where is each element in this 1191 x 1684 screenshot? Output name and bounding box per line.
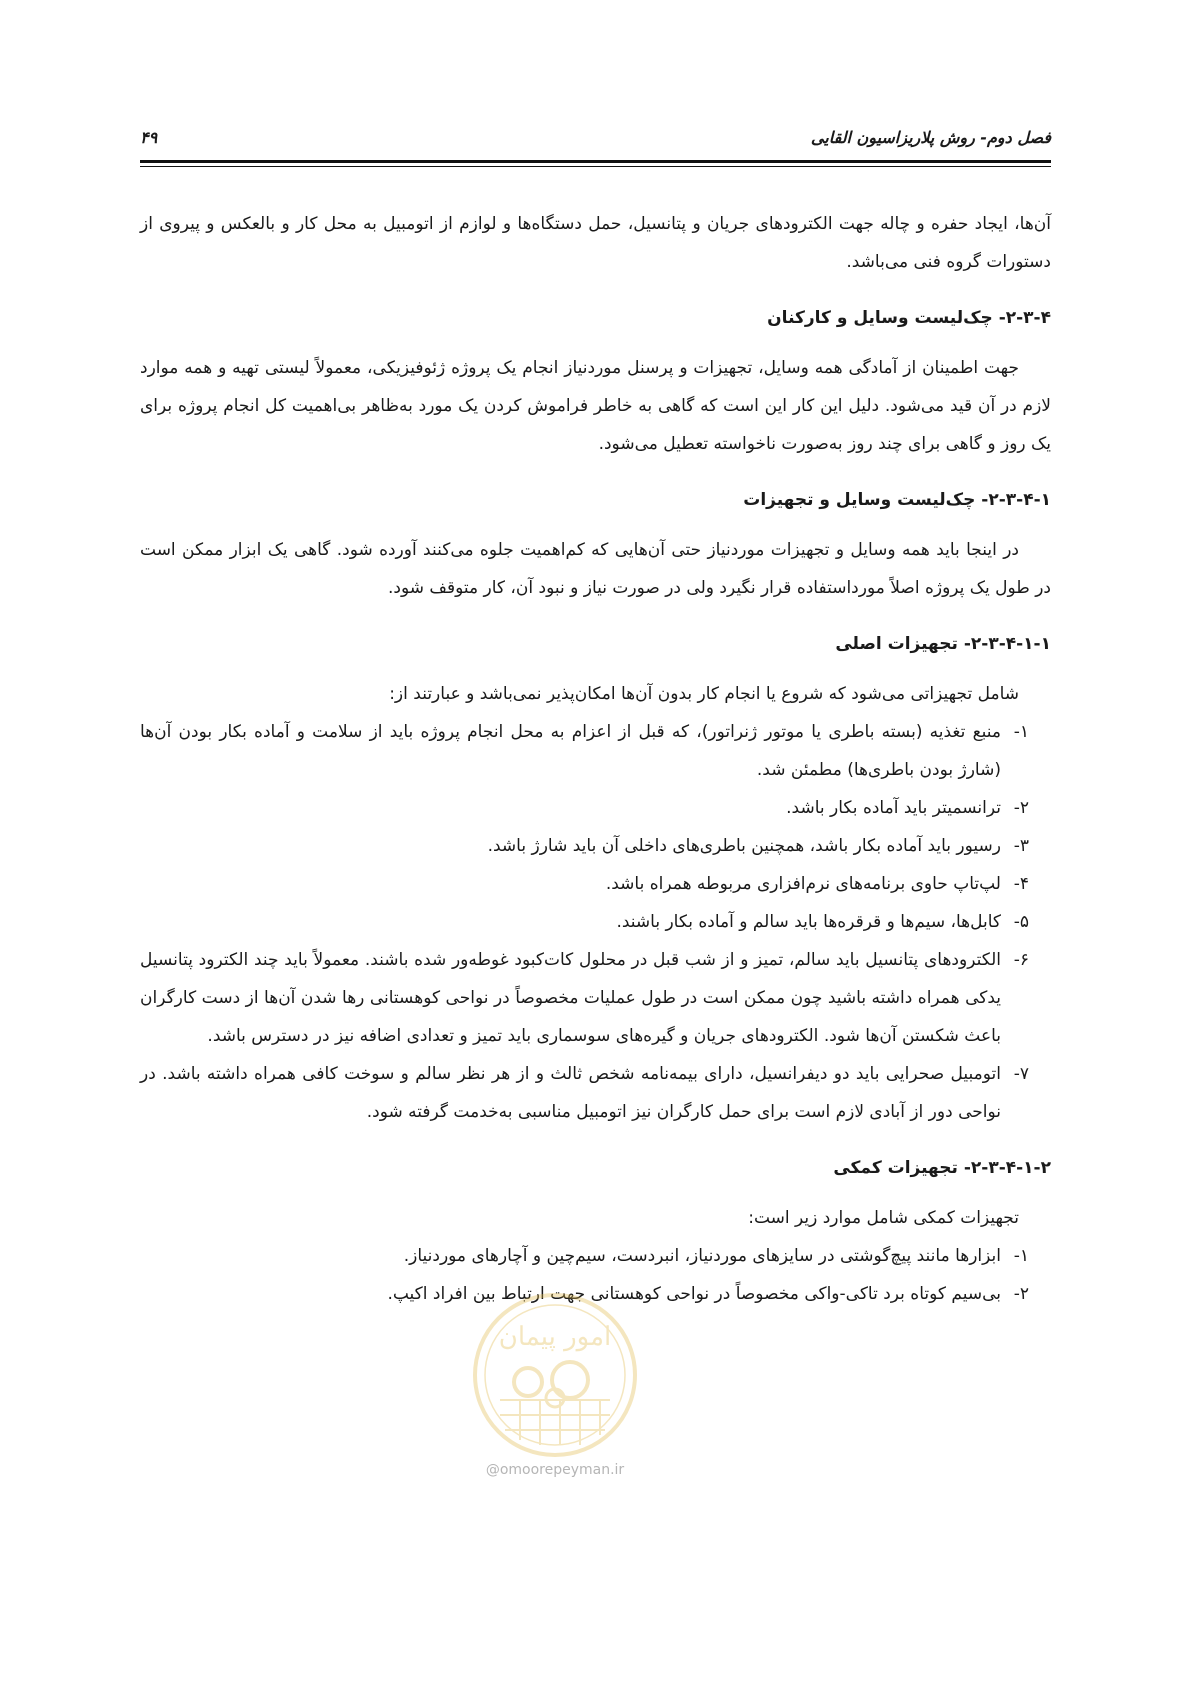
list-text: کابل‌ها، سیم‌ها و قرقره‌ها باید سالم و آماده بکار باشند. [616, 912, 1001, 932]
list-number: ۶- [1013, 950, 1029, 970]
list-item [140, 941, 1051, 1055]
list-item [140, 1237, 1051, 1275]
list-text: رسیور باید آماده بکار باشد، همچنین باطری‌های داخلی آن باید شارژ باشد. [487, 836, 1001, 856]
list-item [140, 827, 1051, 865]
list-intro: تجهیزات کمکی شامل موارد زیر است: [748, 1208, 1019, 1228]
list-number: ۲- [1013, 798, 1029, 818]
list-item [140, 903, 1051, 941]
list-text: الکترودهای پتانسیل باید سالم، تمیز و از شب قبل در محلول کات‌کبود غوطه‌ور شده باشند. معمولاً باید چند الکترود پتانسیل یدکی همراه داشته باشید چون ممکن است در طول عملیات مخصوصاً در نواحی کوهستانی رها شدن آن‌ها از دست کارگران باعث شکستن آن‌ها شود. الکترودهای جریان و گیره‌های سوسماری باید تمیز و تعدادی اضافه نیز در دسترس باشد. [140, 950, 1001, 1046]
list-item [140, 865, 1051, 903]
main-equipment-list [140, 713, 1051, 1131]
chapter-title: فصل دوم- روش پلاریزاسیون القایی [810, 128, 1051, 147]
paragraph: جهت اطمینان از آمادگی همه وسایل، تجهیزات و پرسنل موردنیاز انجام یک پروژه ژئوفیزیکی، معمولاً لیستی تهیه و همه موارد لازم در آن قید می‌شود. دلیل این کار این است که گاهی به خاطر فراموش کردن یک مورد به‌ظاهر بی‌اهمیت کل انجام پروژه برای یک روز و گاهی برای چند روز به‌صورت ناخواسته تعطیل می‌شود. [140, 358, 1051, 454]
list-item [140, 789, 1051, 827]
list-number: ۵- [1013, 912, 1029, 932]
page-number: ۴۹ [140, 128, 158, 147]
section-heading: ۲-۳-۴-۱- چک‌لیست وسایل و تجهیزات [743, 490, 1051, 510]
body-text [140, 205, 1051, 1313]
paragraph: آن‌ها، ایجاد حفره و چاله جهت الکترودهای جریان و پتانسیل، حمل دستگاه‌ها و لوازم از اتومبیل به محل کار و بالعکس و پیروی از دستورات گروه فنی می‌باشد. [140, 214, 1051, 272]
watermark-logo [470, 1290, 640, 1460]
list-text: ابزارها مانند پیچ‌گوشتی در سایزهای موردنیاز، انبردست، سیم‌چین و آچارهای موردنیاز. [403, 1246, 1001, 1266]
section-heading: ۲-۳-۴- چک‌لیست وسایل و کارکنان [767, 308, 1051, 328]
list-intro: شامل تجهیزاتی می‌شود که شروع یا انجام کار بدون آن‌ها امکان‌پذیر نمی‌باشد و عبارتند از: [389, 684, 1019, 704]
header-rule-thin [140, 166, 1051, 167]
page-header [140, 128, 1051, 158]
list-text: ترانسمیتر باید آماده بکار باشد. [786, 798, 1001, 818]
list-number: ۲- [1013, 1284, 1029, 1304]
list-number: ۱- [1013, 1246, 1029, 1266]
paragraph: در اینجا باید همه وسایل و تجهیزات موردنیاز حتی آن‌هایی که کم‌اهمیت جلوه می‌کنند آورده شود. گاهی یک ابزار ممکن است در طول یک پروژه اصلاً مورداستفاده قرار نگیرد ولی در صورت نیاز و نبود آن، کار متوقف شود. [140, 540, 1051, 598]
list-text: لپ‌تاپ حاوی برنامه‌های نرم‌افزاری مربوطه همراه باشد. [605, 874, 1001, 894]
header-rule-thick [140, 160, 1051, 163]
list-number: ۷- [1013, 1064, 1029, 1084]
list-text: بی‌سیم کوتاه برد تاکی-واکی مخصوصاً در نواحی کوهستانی جهت ارتباط بین افراد اکیپ. [387, 1284, 1001, 1304]
section-heading: ۲-۳-۴-۱-۲- تجهیزات کمکی [833, 1158, 1051, 1178]
svg-text:امور پیمان: امور پیمان [498, 1322, 612, 1352]
list-text: اتومبیل صحرایی باید دو دیفرانسیل، دارای بیمه‌نامه شخص ثالث و از هر نظر سالم و سوخت کافی همراه داشته باشد. در نواحی دور از آبادی لازم است برای حمل کارگران نیز اتومبیل مناسبی به‌خدمت گرفته شود. [140, 1064, 1001, 1122]
list-item [140, 713, 1051, 789]
section-heading: ۲-۳-۴-۱-۱- تجهیزات اصلی [835, 634, 1051, 654]
list-number: ۳- [1013, 836, 1029, 856]
list-number: ۱- [1013, 722, 1029, 742]
list-number: ۴- [1013, 874, 1029, 894]
watermark-url: @omoorepeyman.ir [485, 1462, 625, 1478]
list-text: منبع تغذیه (بسته باطری یا موتور ژنراتور)، که قبل از اعزام به محل انجام پروژه باید از سلامت و آماده بکار بودن آن‌ها (شارژ بودن باطری‌ها) مطمئن شد. [140, 722, 1001, 780]
list-item [140, 1055, 1051, 1131]
